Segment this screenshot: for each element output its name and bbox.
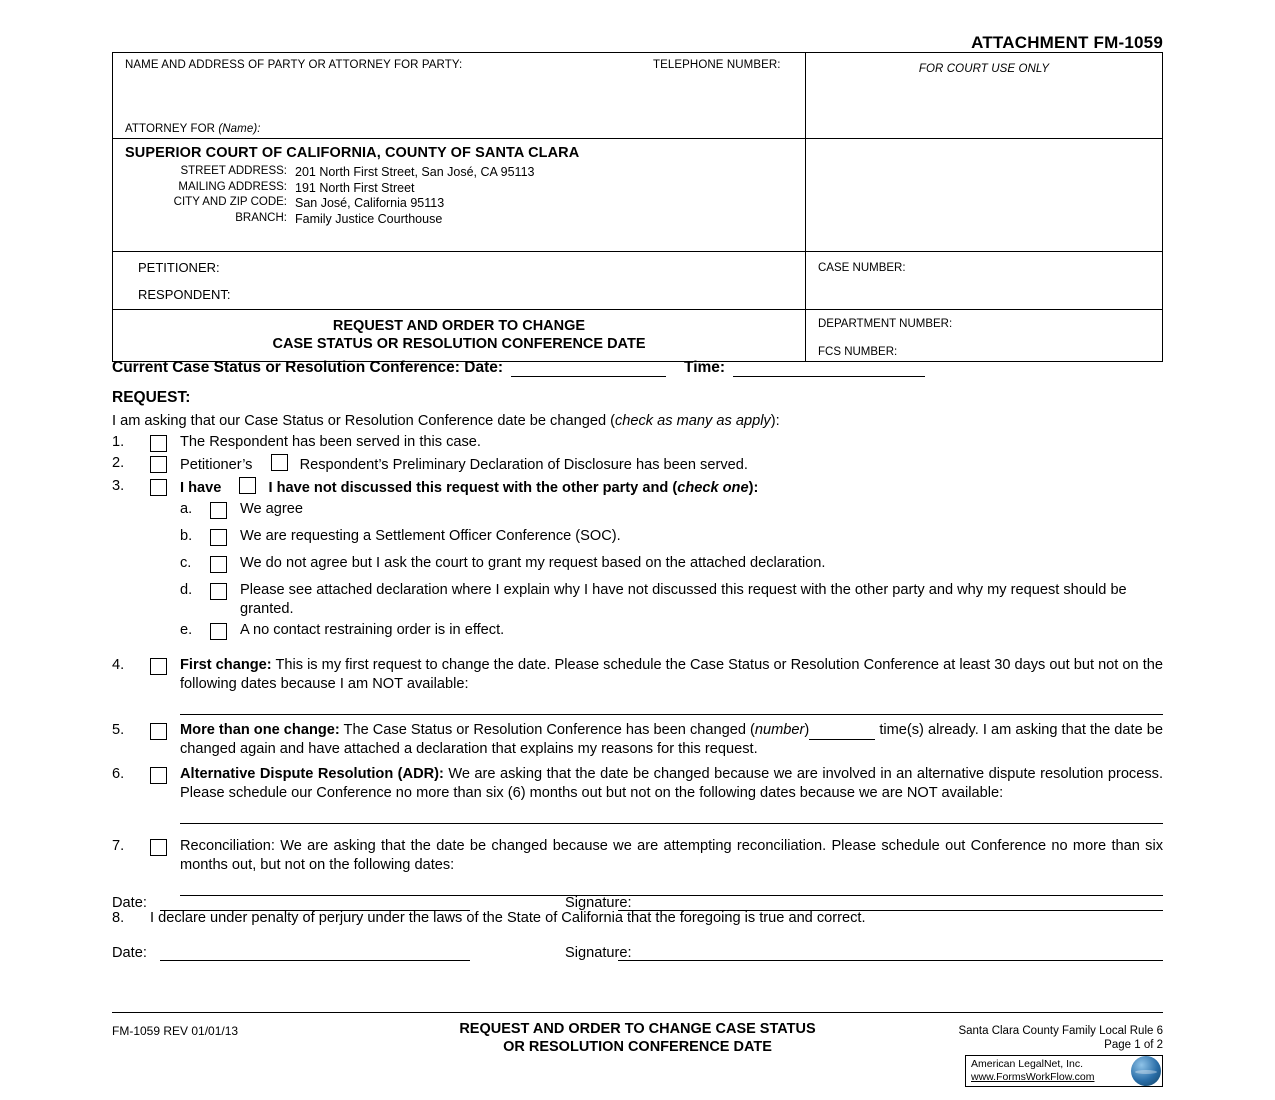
- city-zip-label: CITY AND ZIP CODE:: [173, 196, 287, 208]
- legalnet-badge: [965, 1055, 1163, 1087]
- signature-row-2: [112, 945, 1163, 961]
- court-name: SUPERIOR COURT OF CALIFORNIA, COUNTY OF SANTA CLARA: [125, 145, 580, 161]
- caption-box: [112, 52, 1163, 362]
- legalnet-url[interactable]: www.FormsWorkFlow.com: [971, 1071, 1095, 1083]
- item-4-text: [180, 656, 1163, 694]
- checkbox-item-3a[interactable]: [210, 502, 227, 519]
- item-3c-text: We do not agree but I ask the court to grant my request based on the attached declaration.: [240, 555, 826, 571]
- item-3-checkbox-wrap[interactable]: [142, 477, 180, 496]
- checkbox-item-2-respondent[interactable]: [271, 454, 288, 471]
- signature-label-2: Signature:: [565, 945, 632, 961]
- signature-section: [112, 895, 1163, 995]
- request-item-4: [112, 656, 1163, 694]
- item-3d-letter: d.: [180, 582, 193, 598]
- item-3d-text: Please see attached declaration where I explain why I have not discussed this request with the other party and why my request should be granted.: [240, 582, 1127, 617]
- date-blank-2[interactable]: [160, 946, 470, 961]
- court-use-cell: [806, 53, 1162, 138]
- item-3-text: [180, 477, 1163, 498]
- item-3b-text: We are requesting a Settlement Officer Conference (SOC).: [240, 528, 621, 544]
- checkbox-item-7[interactable]: [150, 839, 167, 856]
- legalnet-text: [966, 1058, 1131, 1084]
- branch-label: BRANCH:: [235, 211, 287, 224]
- checkbox-item-5[interactable]: [150, 723, 167, 740]
- item-4-bold-label: First change:: [180, 657, 272, 673]
- request-item-2: [112, 454, 1163, 475]
- item-4-body: This is my first request to change the date. Please schedule the Case Status or Resolution Conference at least 30 days out but not on the following dates because I am NOT available:: [180, 657, 1163, 692]
- item-8-number: 8.: [112, 910, 125, 926]
- form-title-line1: REQUEST AND ORDER TO CHANGE: [332, 318, 586, 334]
- date-blank-1[interactable]: [160, 896, 470, 911]
- item-7-text: Reconciliation: We are asking that the date be changed because we are attempting reconciliation. Please schedule out Conference no more than six months out, but not on the following dates:: [180, 838, 1163, 873]
- item-5-pre: The Case Status or Resolution Conference has been changed (: [343, 722, 755, 738]
- item-3c-letter: c.: [180, 555, 192, 571]
- item-3-i-have-label: I have: [180, 480, 222, 496]
- item-3d-checkbox-wrap[interactable]: [210, 581, 240, 606]
- item-1-text: The Respondent has been served in this case.: [180, 434, 481, 450]
- department-cell: [806, 309, 1162, 361]
- court-address-block: [113, 138, 805, 250]
- signature-row-1: [112, 895, 1163, 911]
- parties-cell: [113, 251, 805, 309]
- item-5-cont: time(s) already. I am asking that the date be changed again and have attached a declaration that explains my reasons for this request.: [180, 722, 1163, 757]
- intro-italic: check as many as apply: [614, 413, 771, 429]
- department-number-label: DEPARTMENT NUMBER:: [818, 318, 953, 330]
- item-3b-checkbox-wrap[interactable]: [210, 527, 240, 552]
- date-label-2: Date:: [112, 945, 147, 961]
- legalnet-company: American LegalNet, Inc.: [971, 1058, 1084, 1070]
- street-address-value: 201 North First Street, San José, CA 95113: [295, 165, 535, 179]
- item-4-checkbox-wrap[interactable]: [142, 656, 180, 675]
- case-number-label: CASE NUMBER:: [818, 262, 906, 274]
- item-6-bold-label: Alternative Dispute Resolution (ADR):: [180, 766, 444, 782]
- item-2-number: 2.: [112, 455, 125, 471]
- item-1-number: 1.: [112, 434, 125, 450]
- form-revision: FM-1059 REV 01/01/13: [112, 1024, 239, 1038]
- address-row: [125, 196, 805, 210]
- item-6-text: [180, 765, 1163, 803]
- item-3e-text: A no contact restraining order is in effect.: [240, 622, 505, 638]
- respondent-label: RESPONDENT:: [138, 287, 231, 302]
- checkbox-item-3e[interactable]: [210, 623, 227, 640]
- item-3c-checkbox-wrap[interactable]: [210, 554, 240, 579]
- mailing-address-label: MAILING ADDRESS:: [178, 180, 287, 193]
- request-item-3a: [112, 500, 1163, 525]
- request-item-6: [112, 765, 1163, 803]
- request-item-3c: [112, 554, 1163, 579]
- request-heading: REQUEST:: [112, 389, 191, 406]
- item-1-checkbox-wrap[interactable]: [142, 433, 180, 452]
- checkbox-item-4[interactable]: [150, 658, 167, 675]
- checkbox-item-3-i-have[interactable]: [150, 479, 167, 496]
- item-3b-letter: b.: [180, 528, 193, 544]
- current-status-line: [112, 358, 1163, 377]
- name-address-label: NAME AND ADDRESS OF PARTY OR ATTORNEY FOR PARTY:: [125, 59, 463, 71]
- item-3-number: 3.: [112, 478, 125, 494]
- case-number-cell: [806, 251, 1162, 309]
- intro-pre: I am asking that our Case Status or Resolution Conference date be changed (: [112, 413, 615, 429]
- checkbox-item-6[interactable]: [150, 767, 167, 784]
- petitioner-label: PETITIONER:: [138, 260, 220, 275]
- item-4-number: 4.: [112, 657, 125, 673]
- intro-post: ):: [770, 413, 780, 429]
- item-5-count-blank[interactable]: [809, 725, 875, 740]
- page-footer: [112, 1020, 1163, 1056]
- current-status-label: Current Case Status or Resolution Conference: Date:: [112, 359, 504, 376]
- court-use-blank-area: [806, 138, 1162, 251]
- item-3e-letter: e.: [180, 622, 193, 638]
- footer-title: [372, 1020, 903, 1056]
- item-3a-text: We agree: [240, 501, 304, 517]
- item-8-text: I declare under penalty of perjury under the laws of the State of California that the foregoing is true and correct.: [150, 910, 866, 926]
- address-row: [125, 165, 805, 179]
- form-title-cell: [113, 309, 805, 361]
- checkbox-item-2-petitioner[interactable]: [150, 456, 167, 473]
- request-item-3d: [112, 581, 1163, 619]
- item-2-text: [180, 454, 1163, 475]
- mailing-address-value: 191 North First Street: [295, 180, 415, 195]
- address-row: [125, 181, 805, 195]
- form-body: [112, 358, 1163, 928]
- item-3-post: ):: [748, 480, 759, 496]
- item-5-number-italic: number: [754, 722, 805, 738]
- current-date-blank[interactable]: [511, 361, 666, 377]
- attorney-for-row: [125, 123, 261, 135]
- item-5-text: [180, 721, 1163, 759]
- attorney-info-cell: [113, 53, 805, 138]
- attorney-for-name: (Name):: [218, 123, 261, 135]
- court-use-label: FOR COURT USE ONLY: [918, 63, 1050, 75]
- request-item-3b: [112, 527, 1163, 552]
- item-3e-checkbox-wrap[interactable]: [210, 621, 240, 646]
- attachment-title: ATTACHMENT FM-1059: [971, 33, 1163, 52]
- request-item-1: [112, 433, 1163, 452]
- branch-value: Family Justice Courthouse: [295, 211, 443, 226]
- item-3-check-one: check one: [677, 480, 749, 496]
- city-zip-value: San José, California 95113: [295, 196, 445, 210]
- item-5-bold-label: More than one change:: [180, 722, 340, 738]
- item-7-checkbox-wrap[interactable]: [142, 837, 180, 856]
- checkbox-item-1[interactable]: [150, 435, 167, 452]
- footer-rule-reference: [903, 1020, 1163, 1052]
- footer-title-line1: REQUEST AND ORDER TO CHANGE CASE STATUS: [459, 1021, 816, 1037]
- item-3a-letter: a.: [180, 501, 193, 517]
- globe-icon: [1131, 1056, 1161, 1086]
- date-label-1: Date:: [112, 895, 147, 911]
- item-6-body: We are asking that the date be changed because we are involved in an alternative dispute resolution process. Please schedule our Conference no more than six (6) months out but not on the following dates because we are NOT available:: [180, 766, 1163, 801]
- time-label: Time:: [684, 359, 726, 376]
- request-item-7: [112, 837, 1163, 875]
- item-2-petitioner-label: Petitioner’s: [180, 457, 253, 473]
- item-5-checkbox-wrap[interactable]: [142, 721, 180, 740]
- item-3a-checkbox-wrap[interactable]: [210, 500, 240, 525]
- item-7-dates-blank[interactable]: [180, 879, 1163, 896]
- attorney-for-label: ATTORNEY FOR: [125, 123, 216, 135]
- local-rule-text: Santa Clara County Family Local Rule 6: [958, 1025, 1163, 1037]
- signature-label-1: Signature:: [565, 895, 632, 911]
- checkbox-item-3b[interactable]: [210, 529, 227, 546]
- street-address-label: STREET ADDRESS:: [180, 165, 287, 177]
- address-row: [125, 212, 805, 226]
- item-2-respondent-label: Respondent’s Preliminary Declaration of Disclosure has been served.: [299, 457, 748, 473]
- item-7-number: 7.: [112, 838, 125, 854]
- item-5-number: 5.: [112, 722, 125, 738]
- request-item-3: [112, 477, 1163, 498]
- item-3-i-have-not-label: I have not discussed this request with the other party and (: [268, 480, 678, 496]
- telephone-label: TELEPHONE NUMBER:: [653, 59, 781, 71]
- request-item-3e: [112, 621, 1163, 646]
- item-6-checkbox-wrap[interactable]: [142, 765, 180, 784]
- signature-blank-2[interactable]: [618, 946, 1163, 961]
- item-5-post: ): [804, 722, 810, 738]
- form-title-line2: CASE STATUS OR RESOLUTION CONFERENCE DATE: [272, 336, 646, 352]
- item-2-checkbox-wrap[interactable]: [142, 454, 180, 473]
- request-item-5: [112, 721, 1163, 759]
- page-number: Page 1 of 2: [1104, 1039, 1163, 1051]
- signature-blank-1[interactable]: [618, 896, 1163, 911]
- footer-title-line2: OR RESOLUTION CONFERENCE DATE: [503, 1039, 772, 1055]
- footer-divider: [112, 1012, 1163, 1013]
- item-4-dates-blank[interactable]: [180, 698, 1163, 715]
- checkbox-item-3c[interactable]: [210, 556, 227, 573]
- checkbox-item-3-i-have-not[interactable]: [239, 477, 256, 494]
- fcs-number-label: FCS NUMBER:: [818, 346, 898, 358]
- checkbox-item-3d[interactable]: [210, 583, 227, 600]
- item-6-dates-blank[interactable]: [180, 807, 1163, 824]
- intro-text: [112, 412, 1163, 431]
- current-time-blank[interactable]: [733, 361, 925, 377]
- item-6-number: 6.: [112, 766, 125, 782]
